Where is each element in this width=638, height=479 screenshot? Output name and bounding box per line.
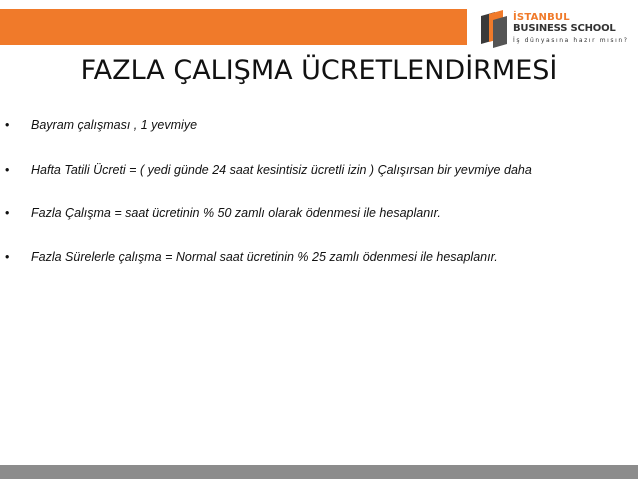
bullet-item [0, 118, 638, 136]
istanbul-business-school-logo [479, 10, 629, 50]
bullet-marker: • [5, 163, 10, 177]
bullet-marker: • [5, 206, 10, 220]
bullet-item [0, 163, 638, 181]
logo-mark-icon [479, 10, 509, 48]
header-accent-bar [0, 9, 467, 45]
footer-bar [0, 465, 638, 479]
slide-title: FAZLA ÇALIŞMA ÜCRETLENDİRMESİ [80, 55, 558, 86]
bullet-text: Hafta Tatili Ücreti = ( yedi günde 24 saat kesintisiz ücretli izin ) Çalışırsan bir yevmiye daha [31, 163, 532, 177]
logo-tagline: İş dünyasına hazır mısın? [513, 37, 629, 44]
logo-text-istanbul: İSTANBUL [513, 12, 570, 23]
bullet-text: Bayram çalışması , 1 yevmiye [31, 118, 198, 132]
bullet-marker: • [5, 250, 10, 264]
bullet-item [0, 250, 638, 268]
bullet-text: Fazla Sürelerle çalışma = Normal saat ücretinin % 25 zamlı ödenmesi ile hesaplanır. [31, 250, 498, 264]
bullet-text: Fazla Çalışma = saat ücretinin % 50 zamlı olarak ödenmesi ile hesaplanır. [31, 206, 441, 220]
bullet-item [0, 206, 638, 224]
logo-text-business-school: BUSINESS SCHOOL [513, 23, 616, 34]
bullet-marker: • [5, 118, 10, 132]
